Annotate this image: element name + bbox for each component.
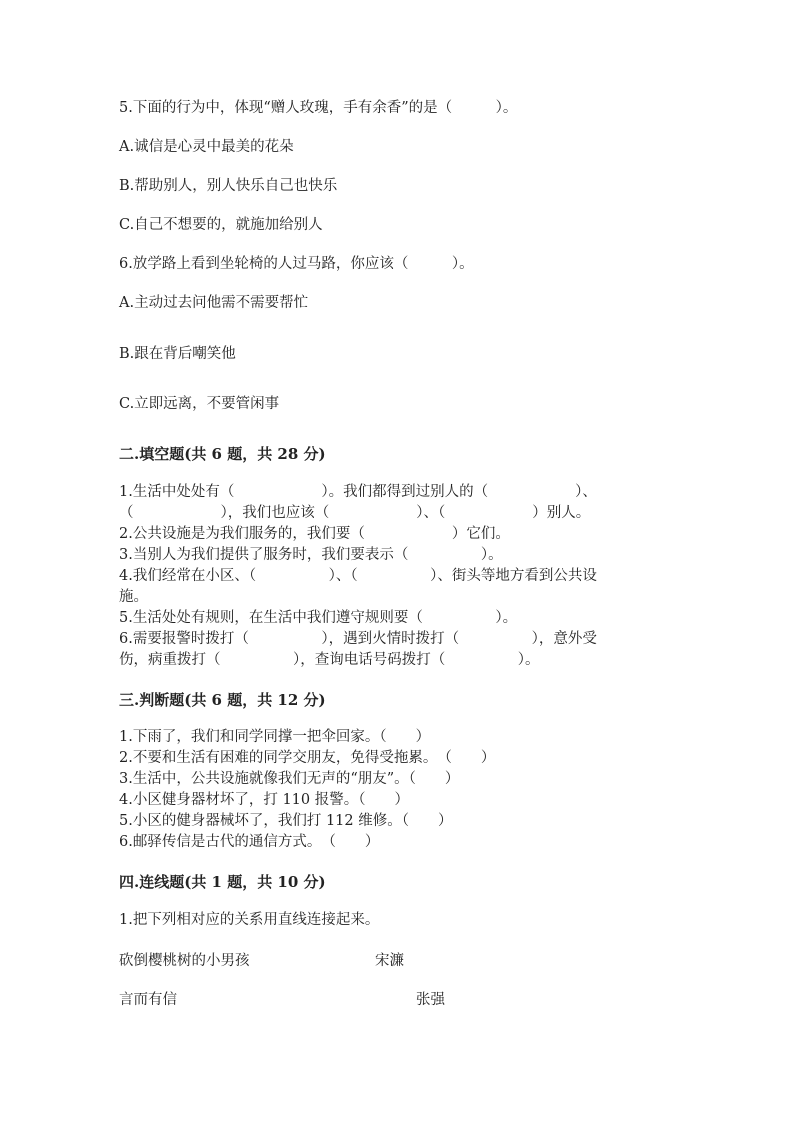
true-false-item: 2.不要和生活有困难的同学交朋友，免得受拖累。 （ ） (119, 750, 496, 766)
question-6: 6.放学路上看到坐轮椅的人过马路，你应该（ ）。 (119, 256, 474, 272)
matching-left-item: 砍倒樱桃树的小男孩 (119, 953, 250, 969)
true-false-item: 4.小区健身器材坏了，打 110 报警。（ ） (119, 792, 409, 808)
fill-in-line: 1.生活中处处有（ ）。我们都得到过别人的（ ）、 (119, 484, 597, 500)
question-6-option-c: C.立即远离，不要管闲事 (119, 396, 280, 412)
fill-in-line: 施。 (119, 589, 148, 605)
fill-in-line: 4.我们经常在小区、（ ）、（ ）、街头等地方看到公共设 (119, 568, 597, 584)
fill-in-heading: 二.填空题(共 6 题，共 28 分) (119, 445, 326, 463)
fill-in-line: 5.生活处处有规则，在生活中我们遵守规则要（ ）。 (119, 610, 518, 626)
fill-in-line: 6.需要报警时拨打（ ），遇到火情时拨打（ ），意外受 (119, 631, 597, 647)
question-5: 5.下面的行为中，体现“赠人玫瑰，手有余香”的是（ ）。 (119, 100, 518, 116)
question-6-option-a: A.主动过去问他需不需要帮忙 (119, 295, 309, 311)
true-false-item: 1.下雨了，我们和同学同撑一把伞回家。（ ） (119, 729, 431, 745)
matching-heading: 四.连线题(共 1 题，共 10 分) (119, 873, 326, 891)
true-false-heading: 三.判断题(共 6 题，共 12 分) (119, 691, 326, 709)
question-5-option-a: A.诚信是心灵中最美的花朵 (119, 139, 294, 155)
fill-in-line: （ ），我们也应该（ ）、（ ）别人。 (119, 505, 591, 521)
fill-in-line: 2.公共设施是为我们服务的，我们要（ ）它们。 (119, 526, 510, 542)
matching-right-item: 张强 (416, 992, 445, 1008)
true-false-item: 3.生活中，公共设施就像我们无声的“朋友”。（ ） (119, 771, 460, 787)
true-false-item: 6.邮驿传信是古代的通信方式。 （ ） (119, 834, 380, 850)
fill-in-line: 伤，病重拨打（ ），查询电话号码拨打（ ）。 (119, 652, 540, 668)
question-6-option-b: B.跟在背后嘲笑他 (119, 346, 236, 362)
matching-left-item: 言而有信 (119, 992, 177, 1008)
question-5-option-c: C.自己不想要的，就施加给别人 (119, 217, 323, 233)
matching-instruction: 1.把下列相对应的关系用直线连接起来。 (119, 912, 380, 928)
true-false-item: 5.小区的健身器械坏了，我们打 112 维修。（ ） (119, 813, 453, 829)
matching-right-item: 宋濂 (375, 953, 404, 969)
question-5-option-b: B.帮助别人，别人快乐自己也快乐 (119, 178, 338, 194)
fill-in-line: 3.当别人为我们提供了服务时，我们要表示（ ）。 (119, 547, 503, 563)
